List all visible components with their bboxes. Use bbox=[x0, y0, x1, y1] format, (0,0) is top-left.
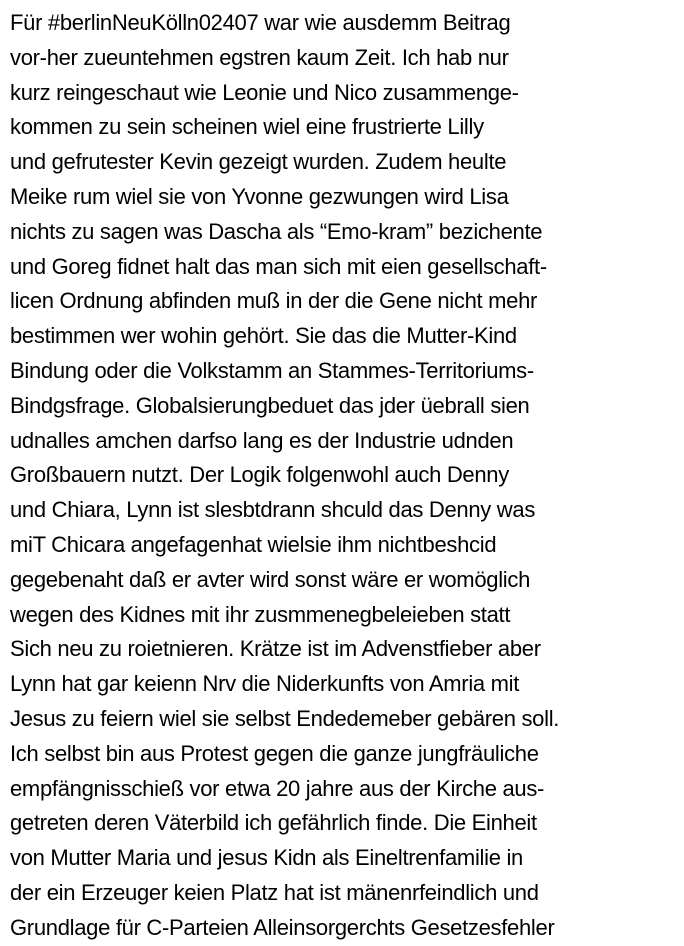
text-line-3: kurz reingeschaut wie Leonie und Nico zusammenge- bbox=[10, 79, 519, 105]
text-line-27: Grundlage für C-Parteien Alleinsorgerchts Gesetzesfehler bbox=[10, 914, 555, 940]
text-line-4: kommen zu sein scheinen wiel eine frustrierte Lilly bbox=[10, 114, 484, 140]
text-line-11: Bindung oder die Volkstamm an Stammes-Territoriums- bbox=[10, 357, 534, 383]
text-line-9: licen Ordnung abfinden muß in der die Gene nicht mehr bbox=[10, 288, 538, 314]
text-line-17: gegebenaht daß er avter wird sonst wäre er womöglich bbox=[10, 566, 531, 592]
text-line-21: Jesus zu feiern wiel sie selbst Endedemeber gebären soll. bbox=[10, 705, 560, 731]
text-line-22: Ich selbst bin aus Protest gegen die ganze jungfräuliche bbox=[10, 740, 539, 766]
text-line-5: und gefrutester Kevin gezeigt wurden. Zudem heulte bbox=[10, 149, 507, 175]
text-line-20: Lynn hat gar keienn Nrv die Niderkunfts von Amria mit bbox=[10, 671, 520, 697]
text-line-18: wegen des Kidnes mit ihr zusmmenegbeleieben statt bbox=[10, 601, 511, 627]
text-line-16: miT Chicara angefagenhat wielsie ihm nichtbeshcid bbox=[10, 531, 497, 557]
body-text bbox=[10, 6, 682, 946]
text-line-6: Meike rum wiel sie von Yvonne gezwungen wird Lisa bbox=[10, 183, 509, 209]
text-line-15: und Chiara, Lynn ist slesbtdrann shculd das Denny was bbox=[10, 497, 536, 523]
text-line-14: Großbauern nutzt. Der Logik folgenwohl auch Denny bbox=[10, 462, 509, 488]
text-line-2: vor-her zueuntehmen egstren kaum Zeit. Ich hab nur bbox=[10, 44, 509, 70]
text-line-25: von Mutter Maria und jesus Kidn als Eineltrenfamilie in bbox=[10, 845, 523, 871]
text-line-19: Sich neu zu roietnieren. Krätze ist im Advenstfieber aber bbox=[10, 636, 541, 662]
text-line-8: und Goreg fidnet halt das man sich mit eien gesellschaft- bbox=[10, 253, 547, 279]
text-line-1: Für #berlinNeuKölln02407 war wie ausdemm Beitrag bbox=[10, 10, 511, 35]
text-line-23: empfängnisschieß vor etwa 20 jahre aus der Kirche aus- bbox=[10, 775, 545, 801]
text-line-12: Bindgsfrage. Globalsierungbeduet das jder üebrall sien bbox=[10, 392, 530, 418]
text-line-10: bestimmen wer wohin gehört. Sie das die Mutter-Kind bbox=[10, 323, 517, 349]
text-line-13: udnalles amchen darfso lang es der Industrie udnden bbox=[10, 427, 514, 453]
text-line-24: getreten deren Väterbild ich gefährlich finde. Die Einheit bbox=[10, 810, 537, 836]
text-line-7: nichts zu sagen was Dascha als “Emo-kram” bezichente bbox=[10, 218, 543, 244]
text-line-26: der ein Erzeuger keien Platz hat ist mänenrfeindlich und bbox=[10, 879, 539, 905]
